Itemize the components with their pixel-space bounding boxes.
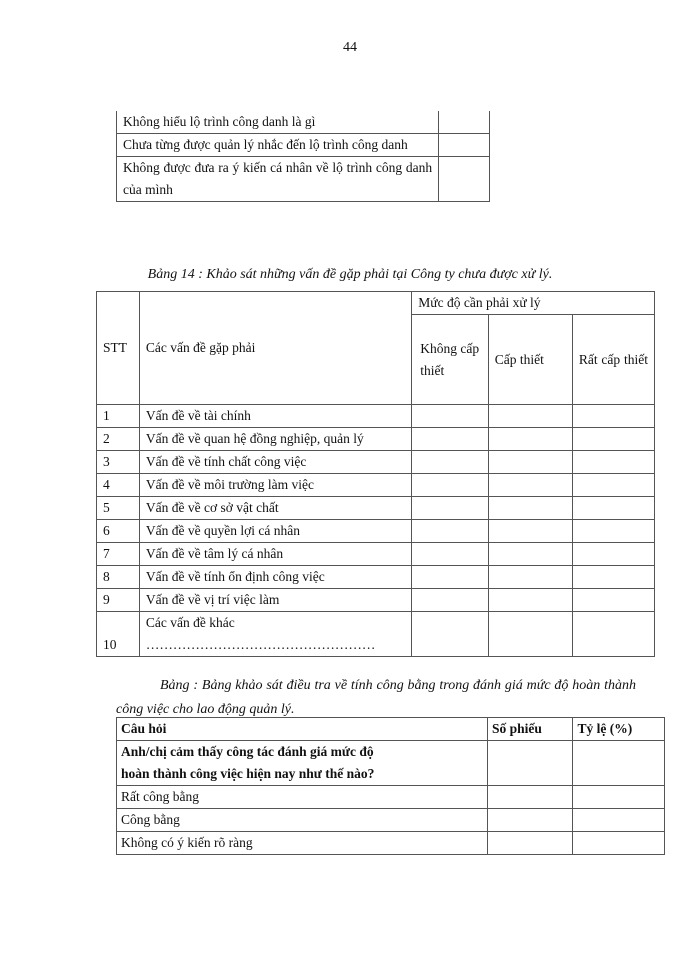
- table-cell: Chưa từng được quản lý nhắc đến lộ trình công danh: [117, 134, 439, 157]
- question-header: Câu hỏi: [117, 718, 488, 741]
- table-row: [97, 543, 655, 566]
- table-cell-empty: [573, 832, 665, 855]
- table-header-row: [117, 718, 665, 741]
- table-cell-empty: [573, 809, 665, 832]
- table-row: [97, 405, 655, 428]
- table-cell-empty: [488, 474, 572, 497]
- table-cell: Không hiểu lộ trình công danh là gì: [117, 111, 439, 134]
- issues-survey-table: [96, 291, 655, 657]
- table-cell-empty: [488, 832, 573, 855]
- question-cell: [117, 741, 488, 786]
- stt-cell: 9: [97, 589, 140, 612]
- stt-cell: 1: [97, 405, 140, 428]
- issue-cell: Vấn đề về quan hệ đồng nghiệp, quản lý: [139, 428, 411, 451]
- issue-cell: Vấn đề về tài chính: [139, 405, 411, 428]
- table-cell-empty: [572, 474, 654, 497]
- table-cell-empty: [488, 589, 572, 612]
- table-cell-empty: [572, 428, 654, 451]
- table-row: [97, 520, 655, 543]
- table-14-caption: Bảng 14 : Khảo sát những vấn đề gặp phải tại Công ty chưa được xử lý.: [147, 267, 553, 282]
- table-row: [117, 134, 490, 157]
- answer-cell: Rất công bằng: [117, 786, 488, 809]
- table-row: [97, 589, 655, 612]
- level-very-urgent-header: Rất cấp thiết: [572, 315, 654, 405]
- table-cell-empty: [412, 405, 489, 428]
- table-cell-empty: [439, 157, 490, 202]
- table-row: [117, 809, 665, 832]
- table-row: [97, 566, 655, 589]
- answer-cell: Không có ý kiến rõ ràng: [117, 832, 488, 855]
- issue-cell: Vấn đề về vị trí việc làm: [139, 589, 411, 612]
- table-row: [97, 497, 655, 520]
- table-cell: Không được đưa ra ý kiến cá nhân về lộ trình công danh của mình: [117, 157, 439, 202]
- table-cell-empty: [488, 520, 572, 543]
- issue-dots: ……………………………………………: [145, 637, 376, 652]
- table-cell-empty: [572, 405, 654, 428]
- table-cell-empty: [488, 451, 572, 474]
- table-cell-empty: [439, 111, 490, 134]
- table-header-row: [97, 292, 655, 315]
- stt-cell: 5: [97, 497, 140, 520]
- table-cell-empty: [572, 497, 654, 520]
- fairness-survey-caption: Bảng : Bảng khảo sát điều tra về tính công bằng trong đánh giá mức độ hoàn thành công việc cho lao động quản lý.: [116, 678, 636, 717]
- issue-text: Các vấn đề khác: [145, 615, 235, 630]
- issue-cell: Vấn đề về môi trường làm việc: [139, 474, 411, 497]
- table-cell-empty: [412, 474, 489, 497]
- table-cell-empty: [439, 134, 490, 157]
- page-number: 44: [343, 40, 357, 55]
- level-group-header: Mức độ cần phải xử lý: [412, 292, 655, 315]
- question-line: hoàn thành công việc hiện nay như thế nào?: [121, 766, 375, 781]
- table-cell-empty: [488, 428, 572, 451]
- question-line: Anh/chị cảm thấy công tác đánh giá mức độ: [121, 744, 374, 759]
- answer-cell: Công bằng: [117, 809, 488, 832]
- ratio-header: Tỷ lệ (%): [573, 718, 665, 741]
- table-cell-empty: [412, 543, 489, 566]
- issue-cell: Vấn đề về tính chất công việc: [139, 451, 411, 474]
- issues-header: Các vấn đề gặp phải: [139, 292, 411, 405]
- table-cell-empty: [572, 451, 654, 474]
- table-cell-empty: [572, 612, 654, 657]
- stt-cell: 3: [97, 451, 140, 474]
- table-row: [117, 741, 665, 786]
- table-row: [97, 474, 655, 497]
- table-row: [117, 111, 490, 134]
- issue-cell: Vấn đề về cơ sở vật chất: [139, 497, 411, 520]
- table-cell-empty: [488, 786, 573, 809]
- stt-cell: 10: [97, 612, 140, 657]
- table-cell-empty: [572, 566, 654, 589]
- votes-header: Số phiếu: [488, 718, 573, 741]
- table-cell-empty: [488, 566, 572, 589]
- table-row: [97, 451, 655, 474]
- table-row: [117, 832, 665, 855]
- table-cell-empty: [412, 451, 489, 474]
- table-cell-empty: [412, 589, 489, 612]
- table-row: [117, 786, 665, 809]
- stt-cell: 2: [97, 428, 140, 451]
- table-row: [97, 428, 655, 451]
- table-cell-empty: [488, 741, 573, 786]
- fairness-survey-table: [116, 717, 665, 855]
- stt-cell: 8: [97, 566, 140, 589]
- stt-cell: 7: [97, 543, 140, 566]
- issue-cell: Vấn đề về quyền lợi cá nhân: [139, 520, 411, 543]
- table-cell-empty: [412, 428, 489, 451]
- career-path-table: [116, 111, 490, 202]
- table-cell-empty: [573, 786, 665, 809]
- table-cell-empty: [488, 809, 573, 832]
- issue-cell: Vấn đề về tâm lý cá nhân: [139, 543, 411, 566]
- issue-cell: [139, 612, 411, 657]
- table-cell-empty: [572, 520, 654, 543]
- table-cell-empty: [412, 612, 489, 657]
- table-cell-empty: [412, 497, 489, 520]
- stt-cell: 4: [97, 474, 140, 497]
- level-not-urgent-header: Không cấp thiết: [412, 315, 489, 405]
- table-row: [117, 157, 490, 202]
- issue-cell: Vấn đề về tính ổn định công việc: [139, 566, 411, 589]
- table-row: [97, 612, 655, 657]
- table-cell-empty: [412, 520, 489, 543]
- table-cell-empty: [572, 543, 654, 566]
- stt-cell: 6: [97, 520, 140, 543]
- table-cell-empty: [573, 741, 665, 786]
- table-cell-empty: [488, 543, 572, 566]
- table-cell-empty: [488, 612, 572, 657]
- table-cell-empty: [412, 566, 489, 589]
- level-urgent-header: Cấp thiết: [488, 315, 572, 405]
- table-cell-empty: [488, 497, 572, 520]
- stt-header: STT: [97, 292, 140, 405]
- table-cell-empty: [488, 405, 572, 428]
- table-cell-empty: [572, 589, 654, 612]
